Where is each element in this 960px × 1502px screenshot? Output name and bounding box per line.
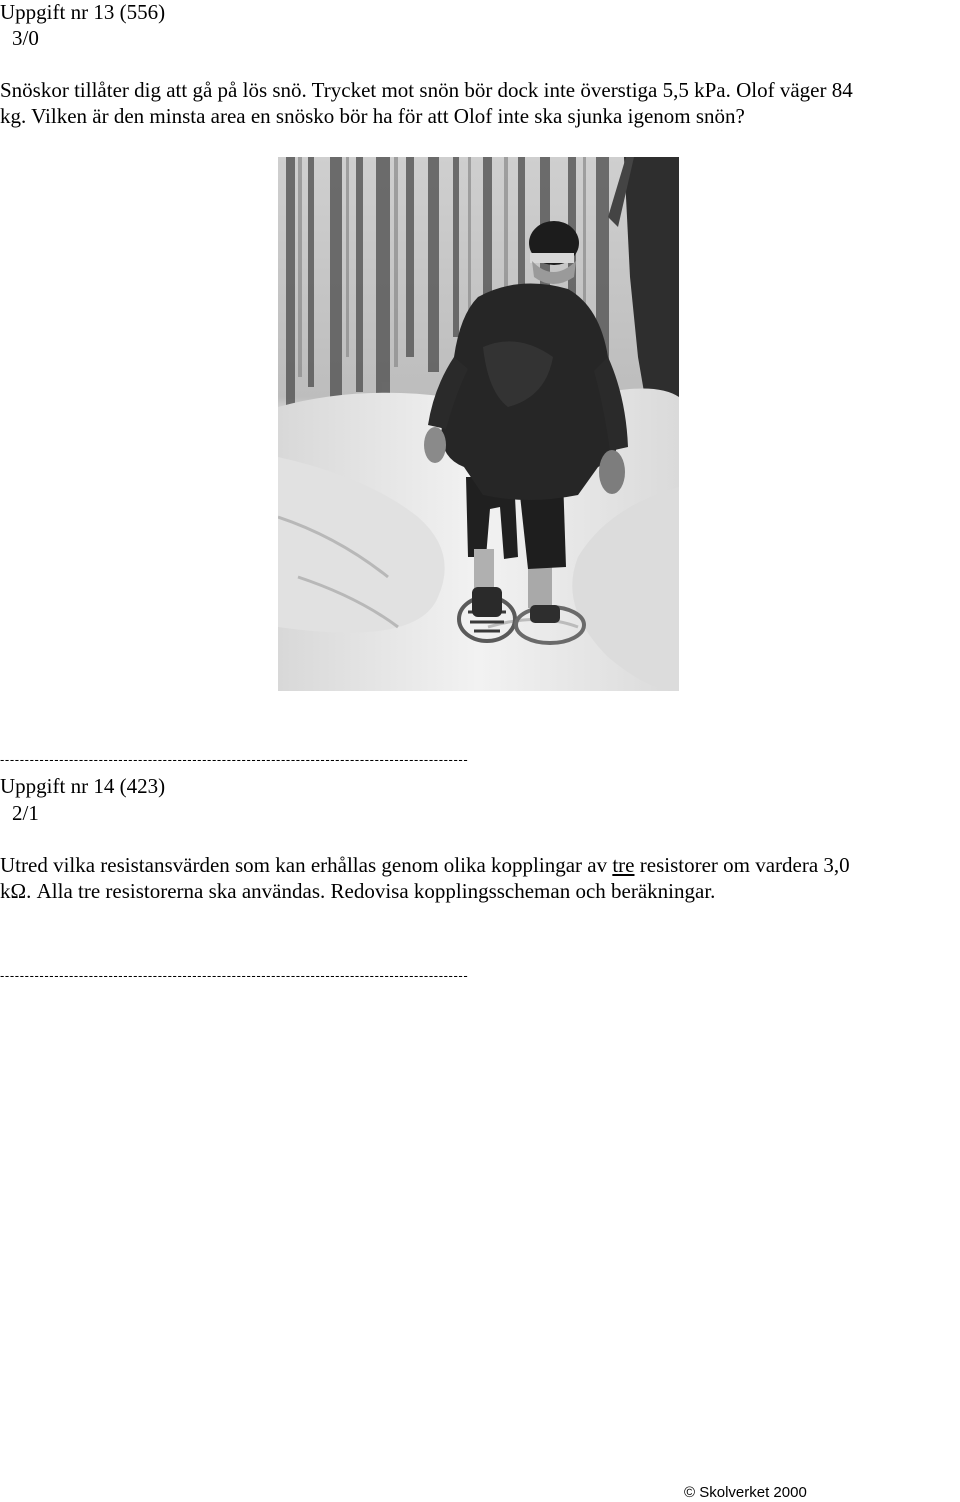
task13-points: 3/0 bbox=[12, 26, 39, 50]
task14-text-line2: kΩ. Alla tre resistorerna ska användas. Redovisa kopplingsscheman och beräkningar. bbox=[0, 879, 716, 903]
copyright-footer: © Skolverket 2000 bbox=[684, 1484, 807, 1501]
task14-underlined-tre: tre bbox=[612, 853, 635, 877]
task13-text-line1: Snöskor tillåter dig att gå på lös snö. Trycket mot snön bör dock inte överstiga 5,5 kPa. Olof väger 84 bbox=[0, 78, 853, 102]
task14-text-line1-b: resistorer om vardera 3,0 bbox=[634, 853, 850, 877]
task14-text-line1 bbox=[0, 853, 850, 878]
task13-text-line2: kg. Vilken är den minsta area en snösko bör ha för att Olof inte ska sjunka igenom snön? bbox=[0, 104, 745, 128]
task14-heading: Uppgift nr 14 (423) bbox=[0, 774, 166, 798]
snowshoe-photo bbox=[278, 157, 679, 691]
task14-points: 2/1 bbox=[12, 801, 39, 825]
separator-1: ----------------------------------------------------------------------------------------------- bbox=[0, 752, 469, 767]
task14-text-line1-a: Utred vilka resistansvärden som kan erhållas genom olika kopplingar av bbox=[0, 853, 613, 877]
task13-heading: Uppgift nr 13 (556) bbox=[0, 0, 166, 24]
separator-2: ----------------------------------------------------------------------------------------------- bbox=[0, 968, 469, 983]
